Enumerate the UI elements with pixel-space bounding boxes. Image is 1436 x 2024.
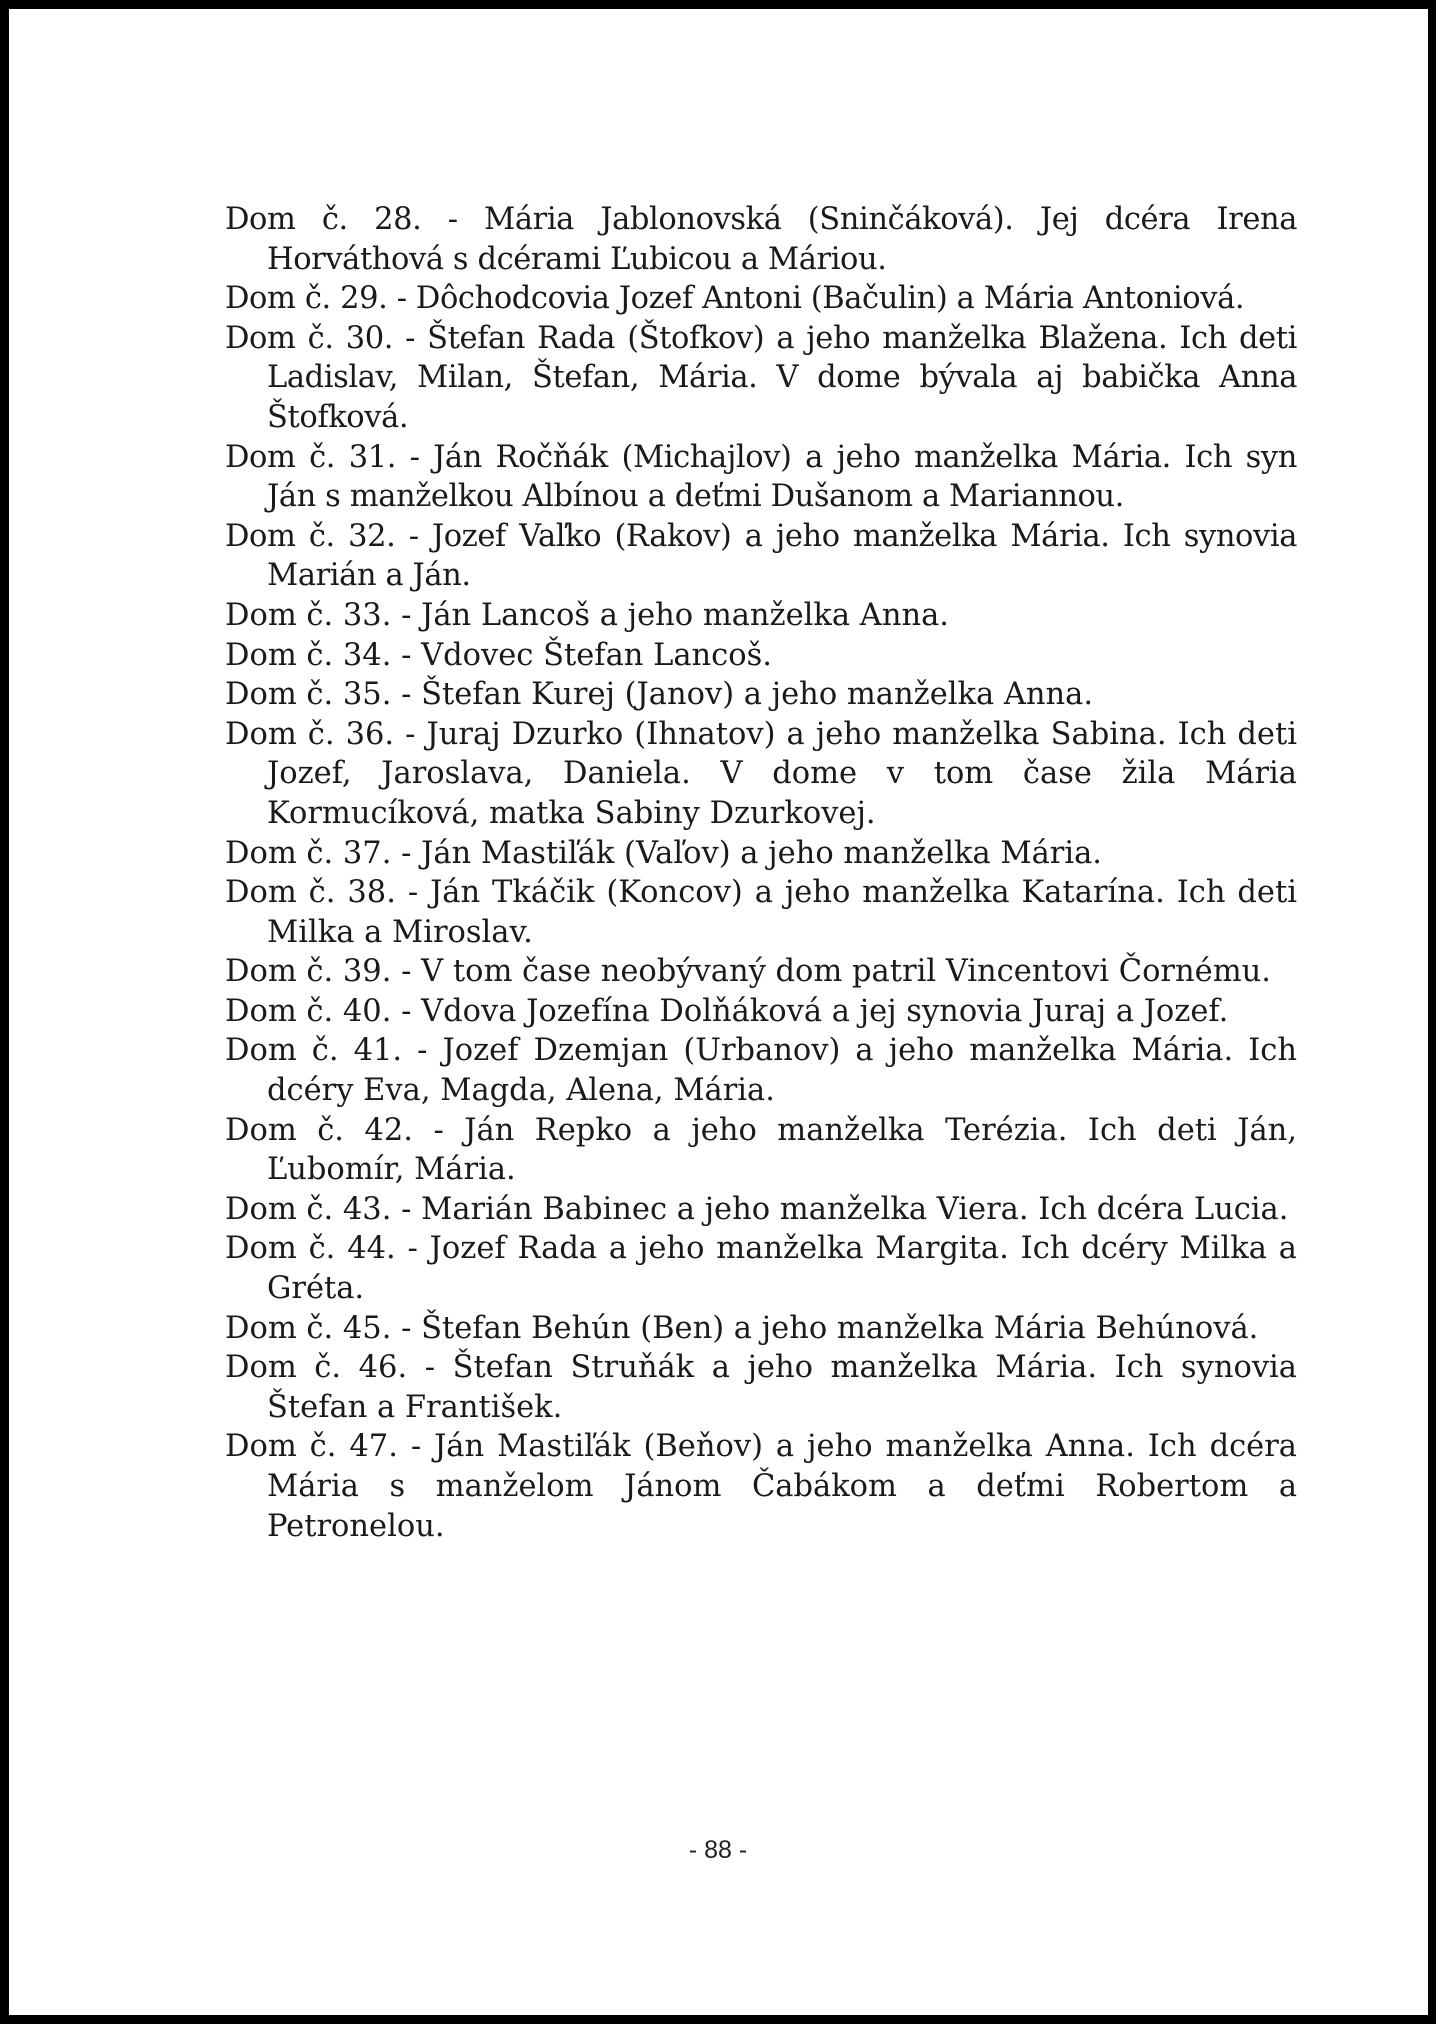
house-entry-46: Dom č. 46. - Štefan Struňák a jeho manželka Mária. Ich synovia Štefan a František. bbox=[225, 1350, 1297, 1425]
house-entry-42: Dom č. 42. - Ján Repko a jeho manželka Terézia. Ich deti Ján, Ľubomír, Mária. bbox=[225, 1112, 1297, 1188]
house-entry-30: Dom č. 30. - Štefan Rada (Štofkov) a jeho manželka Blažena. Ich deti Ladislav, Milan, Štefan, Mária. V dome bývala aj babička Anna Štofková. bbox=[225, 320, 1297, 435]
house-entry-38: Dom č. 38. - Ján Tkáčik (Koncov) a jeho manželka Katarína. Ich deti Milka a Miroslav. bbox=[225, 875, 1297, 950]
house-entry-34: Dom č. 34. - Vdovec Štefan Lancoš. bbox=[225, 637, 772, 673]
house-entry-29: Dom č. 29. - Dôchodcovia Jozef Antoni (Bačulin) a Mária Antoniová. bbox=[225, 281, 1245, 317]
house-entry-45: Dom č. 45. - Štefan Behún (Ben) a jeho manželka Mária Behúnová. bbox=[225, 1310, 1259, 1346]
house-entry-47: Dom č. 47. - Ján Mastiľák (Beňov) a jeho manželka Anna. Ich dcéra Mária s manželom Jánom Čabákom a deťmi Robertom a Petronelou. bbox=[225, 1429, 1297, 1544]
house-entry-35: Dom č. 35. - Štefan Kurej (Janov) a jeho manželka Anna. bbox=[225, 677, 1094, 713]
house-entry-33: Dom č. 33. - Ján Lancoš a jeho manželka Anna. bbox=[225, 597, 949, 633]
house-entry-40: Dom č. 40. - Vdova Jozefína Dolňáková a jej synovia Juraj a Jozef. bbox=[225, 993, 1229, 1029]
house-entry-44: Dom č. 44. - Jozef Rada a jeho manželka Margita. Ich dcéry Milka a Gréta. bbox=[225, 1231, 1297, 1307]
house-entry-43: Dom č. 43. - Marián Babinec a jeho manželka Viera. Ich dcéra Lucia. bbox=[225, 1191, 1289, 1227]
house-entry-36: Dom č. 36. - Juraj Dzurko (Ihnatov) a jeho manželka Sabina. Ich deti Jozef, Jaroslava, Daniela. V dome v tom čase žila Mária Kormucíková, matka Sabiny Dzurkovej. bbox=[225, 716, 1297, 831]
house-entry-31: Dom č. 31. - Ján Ročňák (Michajlov) a jeho manželka Mária. Ich syn Ján s manželkou Albínou a deťmi Dušanom a Mariannou. bbox=[225, 439, 1297, 515]
house-entry-28: Dom č. 28. - Mária Jablonovská (Sninčáková). Jej dcéra Irena Horváthová s dcérami Ľubicou a Máriou. bbox=[225, 202, 1297, 277]
house-entry-32: Dom č. 32. - Jozef Vaľko (Rakov) a jeho manželka Mária. Ich synovia Marián a Ján. bbox=[225, 518, 1297, 594]
house-entry-37: Dom č. 37. - Ján Mastiľák (Vaľov) a jeho manželka Mária. bbox=[225, 835, 1102, 871]
page-number: - 88 - bbox=[688, 1836, 748, 1864]
house-entry-41: Dom č. 41. - Jozef Dzemjan (Urbanov) a jeho manželka Mária. Ich dcéry Eva, Magda, Alena, Mária. bbox=[225, 1033, 1297, 1109]
page-body bbox=[225, 200, 1297, 1546]
house-entry-39: Dom č. 39. - V tom čase neobývaný dom patril Vincentovi Čornému. bbox=[225, 954, 1271, 990]
